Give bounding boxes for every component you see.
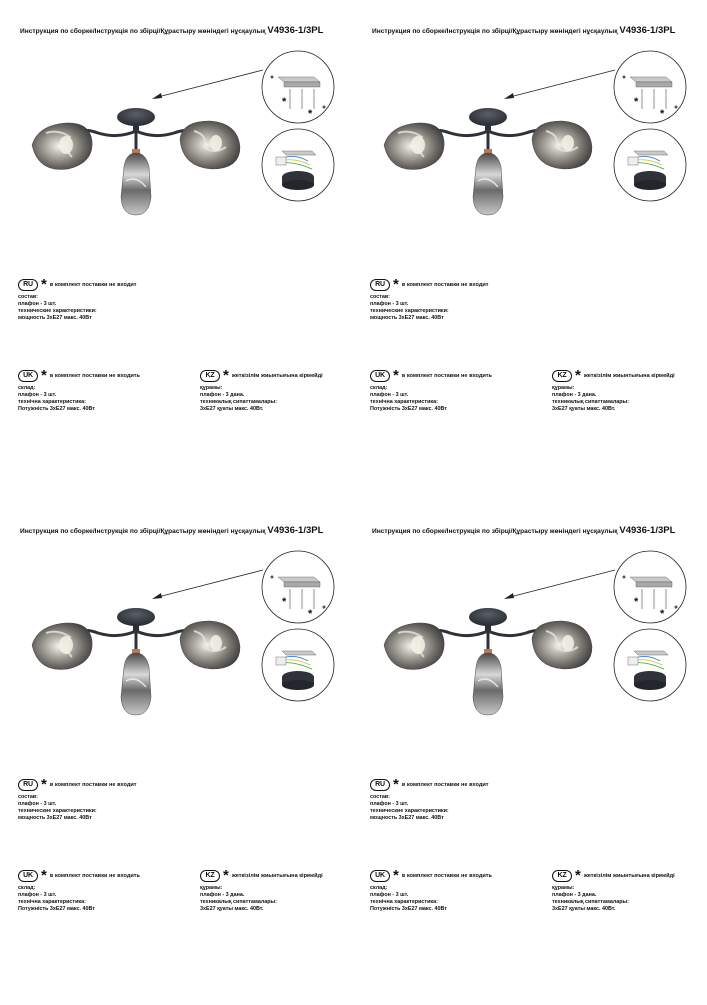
uk-line: плафон - 3 шт. bbox=[370, 391, 409, 398]
uk-line: Потужність 3хЕ27 макс. 40Вт bbox=[370, 405, 447, 412]
uk-language-badge: UK bbox=[370, 370, 390, 382]
uk-section bbox=[18, 367, 140, 413]
kz-language-badge: KZ bbox=[552, 870, 572, 882]
ru-language-badge: RU bbox=[370, 279, 390, 291]
ru-line: состав: bbox=[370, 794, 390, 800]
instruction-panel bbox=[18, 25, 358, 505]
uk-line: Потужність 3хЕ27 макс. 40Вт bbox=[370, 905, 447, 912]
kz-line: құрамы: bbox=[200, 385, 223, 391]
kz-language-badge: KZ bbox=[552, 370, 572, 382]
uk-line: склад: bbox=[370, 885, 388, 891]
ru-line: состав: bbox=[18, 794, 38, 800]
asterisk-icon: * bbox=[575, 867, 581, 884]
uk-line: технічна характеристика: bbox=[370, 398, 438, 405]
right-glass-shade bbox=[180, 121, 240, 169]
ru-line: плафон - 3 шт. bbox=[18, 800, 57, 807]
pointer-arrow bbox=[158, 70, 263, 97]
lamp-diagram bbox=[18, 47, 358, 227]
kz-language-badge: KZ bbox=[200, 870, 220, 882]
asterisk-icon: * bbox=[393, 867, 399, 884]
uk-note: в комплект поставки не входить bbox=[49, 872, 140, 879]
instruction-panel bbox=[370, 25, 707, 505]
kz-note: жеткізілім жиынтығына кірмейді bbox=[231, 372, 323, 379]
asterisk-icon: * bbox=[393, 367, 399, 384]
ru-line: технические характеристики: bbox=[18, 307, 97, 314]
kz-line: техникалық сипаттамалары: bbox=[552, 898, 629, 905]
kz-line: плафон - 3 дана. bbox=[200, 891, 245, 898]
ru-language-badge: RU bbox=[18, 279, 38, 291]
svg-text:*: * bbox=[282, 596, 287, 608]
svg-text:*: * bbox=[282, 96, 287, 108]
ceiling-canopy bbox=[117, 108, 155, 126]
asterisk-icon: * bbox=[41, 367, 47, 384]
lamp-diagram bbox=[18, 547, 358, 727]
svg-text:*: * bbox=[634, 596, 639, 608]
ru-line: технические характеристики: bbox=[18, 807, 97, 814]
uk-language-badge: UK bbox=[18, 870, 38, 882]
lamp-diagram bbox=[370, 547, 707, 727]
svg-text:*: * bbox=[308, 108, 313, 120]
kz-line: 3хЕ27 қуаты макс. 40Вт. bbox=[552, 405, 616, 412]
svg-text:*: * bbox=[634, 96, 639, 108]
ru-section bbox=[370, 776, 489, 822]
ru-section bbox=[18, 276, 137, 322]
uk-section bbox=[370, 867, 492, 913]
asterisk-icon: * bbox=[41, 776, 47, 793]
ru-line: мощность 3хЕ27 макс. 40Вт bbox=[370, 314, 444, 321]
uk-line: плафон - 3 шт. bbox=[18, 391, 57, 398]
kz-line: плафон - 3 дана. bbox=[200, 391, 245, 398]
panel-title: Инструкция по сборке/Інструкція по збірці/Құрастыру жөніндегі нұсқаулық V4936-1/3PL bbox=[372, 525, 676, 536]
uk-line: склад: bbox=[18, 885, 36, 891]
kz-line: техникалық сипаттамалары: bbox=[200, 898, 277, 905]
left-glass-shade bbox=[32, 123, 92, 170]
asterisk-icon: * bbox=[223, 867, 229, 884]
uk-note: в комплект поставки не входить bbox=[49, 372, 140, 379]
kz-section bbox=[552, 367, 675, 413]
kz-note: жеткізілім жиынтығына кірмейді bbox=[583, 872, 675, 879]
panel-title: Инструкция по сборке/Інструкція по збірці/Құрастыру жөніндегі нұсқаулық V4936-1/3PL bbox=[372, 25, 676, 36]
uk-line: технічна характеристика: bbox=[18, 398, 86, 405]
panel-title: Инструкция по сборке/Інструкція по збірці/Құрастыру жөніндегі нұсқаулық V4936-1/3PL bbox=[20, 525, 324, 536]
asterisk-icon: * bbox=[41, 867, 47, 884]
kz-line: плафон - 3 дана. bbox=[552, 891, 597, 898]
kz-line: 3хЕ27 қуаты макс. 40Вт. bbox=[200, 905, 264, 912]
ru-language-badge: RU bbox=[370, 779, 390, 791]
asterisk-icon: * bbox=[393, 276, 399, 293]
uk-section bbox=[370, 367, 492, 413]
ru-note: в комплект поставки не входит bbox=[401, 781, 489, 788]
uk-line: Потужність 3хЕ27 макс. 40Вт bbox=[18, 905, 95, 912]
model-number: V4936-1/3PL bbox=[267, 25, 324, 36]
kz-line: техникалық сипаттамалары: bbox=[552, 398, 629, 405]
uk-line: склад: bbox=[370, 385, 388, 391]
wiring-detail-circle bbox=[262, 129, 334, 201]
uk-language-badge: UK bbox=[18, 370, 38, 382]
kz-note: жеткізілім жиынтығына кірмейді bbox=[231, 872, 323, 879]
bracket-detail-circle bbox=[262, 51, 334, 123]
kz-line: техникалық сипаттамалары: bbox=[200, 398, 277, 405]
asterisk-icon: * bbox=[575, 367, 581, 384]
instruction-panel bbox=[370, 525, 707, 1005]
kz-line: плафон - 3 дана. bbox=[552, 391, 597, 398]
kz-section bbox=[552, 867, 675, 913]
ru-line: состав: bbox=[18, 294, 38, 300]
kz-line: құрамы: bbox=[552, 385, 575, 391]
uk-section bbox=[18, 867, 140, 913]
ru-line: мощность 3хЕ27 макс. 40Вт bbox=[18, 314, 92, 321]
kz-line: құрамы: bbox=[552, 885, 575, 891]
ru-note: в комплект поставки не входит bbox=[401, 281, 489, 288]
model-number: V4936-1/3PL bbox=[619, 525, 676, 536]
ru-note: в комплект поставки не входит bbox=[49, 781, 137, 788]
ru-line: мощность 3хЕ27 макс. 40Вт bbox=[18, 814, 92, 821]
kz-section bbox=[200, 367, 323, 413]
uk-note: в комплект поставки не входить bbox=[401, 372, 492, 379]
ru-language-badge: RU bbox=[18, 779, 38, 791]
uk-language-badge: UK bbox=[370, 870, 390, 882]
uk-line: плафон - 3 шт. bbox=[18, 891, 57, 898]
panel-title: Инструкция по сборке/Інструкція по збірці/Құрастыру жөніндегі нұсқаулық V4936-1/3PL bbox=[20, 25, 324, 36]
ru-section bbox=[370, 276, 489, 322]
uk-line: Потужність 3хЕ27 макс. 40Вт bbox=[18, 405, 95, 412]
ru-line: состав: bbox=[370, 294, 390, 300]
center-glass-shade bbox=[121, 149, 151, 215]
model-number: V4936-1/3PL bbox=[267, 525, 324, 536]
kz-line: құрамы: bbox=[200, 885, 223, 891]
svg-text:*: * bbox=[660, 108, 665, 120]
svg-text:*: * bbox=[660, 608, 665, 620]
ru-line: плафон - 3 шт. bbox=[370, 800, 409, 807]
model-number: V4936-1/3PL bbox=[619, 25, 676, 36]
ru-note: в комплект поставки не входит bbox=[49, 281, 137, 288]
uk-line: склад: bbox=[18, 385, 36, 391]
uk-line: технічна характеристика: bbox=[370, 898, 438, 905]
ru-line: плафон - 3 шт. bbox=[18, 300, 57, 307]
asterisk-icon: * bbox=[223, 367, 229, 384]
uk-line: технічна характеристика: bbox=[18, 898, 86, 905]
asterisk-icon: * bbox=[393, 776, 399, 793]
ru-line: технические характеристики: bbox=[370, 307, 449, 314]
ru-line: мощность 3хЕ27 макс. 40Вт bbox=[370, 814, 444, 821]
asterisk-icon: * bbox=[41, 276, 47, 293]
instruction-panel bbox=[18, 525, 358, 1005]
kz-section bbox=[200, 867, 323, 913]
svg-text:*: * bbox=[308, 608, 313, 620]
kz-line: 3хЕ27 қуаты макс. 40Вт. bbox=[200, 405, 264, 412]
lamp-diagram bbox=[370, 47, 707, 227]
ru-line: технические характеристики: bbox=[370, 807, 449, 814]
kz-language-badge: KZ bbox=[200, 370, 220, 382]
uk-note: в комплект поставки не входить bbox=[401, 872, 492, 879]
uk-line: плафон - 3 шт. bbox=[370, 891, 409, 898]
kz-line: 3хЕ27 қуаты макс. 40Вт. bbox=[552, 905, 616, 912]
kz-note: жеткізілім жиынтығына кірмейді bbox=[583, 372, 675, 379]
ru-line: плафон - 3 шт. bbox=[370, 300, 409, 307]
ru-section bbox=[18, 776, 137, 822]
